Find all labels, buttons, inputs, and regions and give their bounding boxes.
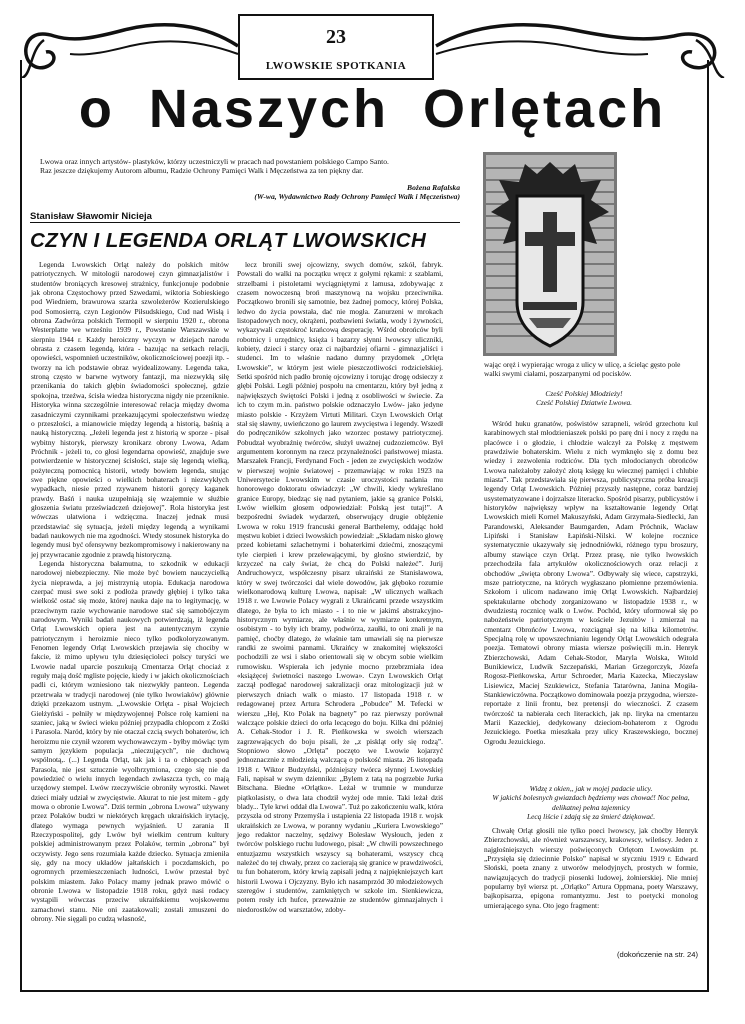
- article-paragraph: Chwałę Orląt głosili nie tylko poeci lwowscy, jak choćby Henryk Zbierzchowski, ale również warszawscy, krakowscy, wileńscy. Jeden z najgłośniejszych wierszy poświęconych Orlętom Lwowskim pt. „Przysięła się dziecinnie Polsko” napisał w styczniu 1919 r. Edward Słoński, poeta znany z utworów melodyjnych, prostych w formie, nawiązujących do tradycji piosenki ludowej, żołnierskiej. Nie mniej popularny był wiersz pt. „Orlątko” Artura Oppmana, poety Warszawy, bajkopisarza, epigona romantyzmu. Jest to poetycki monolog umierającego syna. Oto jego fragment:: [484, 826, 698, 910]
- intro-paragraph: Raz jeszcze dziękujemy Autorom albumu, Radzie Ochrony Pamięci Walk i Męczeństwa za ten piękny dar.: [40, 166, 364, 176]
- issue-number: 23: [326, 26, 346, 48]
- intro-paragraph: Lwowa oraz innych artystów- plastyków, którzy uczestniczyli w pracach nad powstaniem polskiego Campo Santo.: [40, 157, 389, 166]
- article-paragraph: Legenda Lwowskich Orląt należy do polskich mitów patriotycznych. W mitologii narodowej czyn gimnazjalistów i studentów broniących kresowej strażnicy, funkcjonuje podobnie jak obrona Częstochowy przed Szwedami, wiktoria Sobieskiego pod Wiedniem, brawurowa szarża szwoleżerów Kozierulskiego pod Somosierrą, czyn Legionów Piłsudskiego, Cud nad Wisłą i obrona Zadwórza polskich Termopil w sierpniu 1920 r., obrona Westerplatte we wrześniu 1939 r., Powstanie Warszawskie w sierpniu 1944 r. Każdy heroiczny wyczyn w dziejach narodu obrasta z czasem legendą, która - bazując na setkach relacji, opowieści, wspomnień uczestników, okolicznościowej poezji itp. - tworzy na ich podstawie obraz wyidealizowany. Legenda taka, stroną często w barwne wytwory fantazji, ma niezwykłą siłę przenikania do takich głębin świadomości społecznej, gdzie spokojna, trzeźwa, ścisła wiedza historyczna nigdy nie przeniknie. Historyka winna szczególnie interesować relacja między dwoma zasadniczymi czynnikami przekazującymi społeczeństwu wiedzę o przeszłości, a mianowicie między legendą a historią, baśnią a nauką historyczną. „Jeżeli legenda jest z historią w sporze - pisał wybitny historyk, pierwszy kronikarz obrony Lwowa, Adam Próchnik - jeżeli to, co głosi legendarna opowieść, znajduje swe potwierdzenie w historycznej ścisłości, staje się legendą wielką, pożyteczną pomocnicą historii, wtedy bowiem legenda, snując swe piękne opowieści o wielkich bohaterach i niezwykłych wypadkach, niesie przed rzywanem historii goręcy kaganek prawdy. Baśń i nauka uzupełniają się wzajemnie w służbie głoszenia światu przeświadczeń dziejowej”. Rola historyka jest wówczas ułatwiona i wdzięczna. Inaczej jednak musi przedstawiać się sytuacja, jeżeli między legendą a wynikami badań naukowych nie ma zgodności. Wtedy stosunek historyka do legendy musi być ofensywny bezkompromisowy i nakierowany na jej przywracanie zgodnie z prawdą historyczną.: [31, 260, 229, 559]
- article-title: CZYN I LEGENDA ORLĄT LWOWSKICH: [30, 229, 427, 252]
- intro-text: [30, 157, 460, 176]
- poem-quote: [484, 389, 684, 408]
- author-byline: Stanisław Sławomir Nicieja: [30, 211, 152, 222]
- emblem-caption: wając oręż i wypierając wroga z ulicy w ulicę, a ścieląc gęsto pole walki swymi ciałami, poszarpanymi od pocisków.: [484, 360, 681, 379]
- signature-name: Bożena Rafalska: [407, 183, 460, 192]
- frame-bottom-rule: [20, 990, 709, 992]
- poem-quote: [484, 784, 698, 822]
- masthead-title: LWOWSKIE SPOTKANIA: [265, 60, 407, 72]
- poem-line: Cześć Polskiej Dziatwie Lwowa.: [535, 398, 633, 408]
- article-column-1: [31, 260, 229, 923]
- article-column-3: [484, 419, 698, 746]
- article-column-3-end: [484, 826, 698, 910]
- signature-role: (W-wa, Wydawnictwo Rady Ochrony Pamięci Walk i Męczeństwa): [254, 192, 460, 202]
- poem-line: Cześć Polskiej Młodzieży!: [545, 389, 623, 398]
- article-column-2: [237, 260, 443, 914]
- article-paragraph: lecz bronili swej ojcowizny, swych domów, szkół, fabryk. Powstali do walki na początku wręcz z gołymi rękami: z szablami, strzelbami i pistoletami wyciągniętymi z lamusa, zdobywając z czasem nowoczesną broń maszynową na wojsku przeciwnika. Początkowo bronili się samotnie, bez żadnej pomocy, której Polska, ledwo do życia powstała, dać nie mogła. Zanurzeni w mrokach listopadowych nocy, okrążeni, pozbawieni światła, wody i żywności, wykazywali częstokroć krańcową desperację. Wśród obrońców byli robotnicy i urzędnicy, księża i bazarzy słynni lwowscy uliczniki, kobiety, dzieci i starcy oraz ci najbardziej ofiarni - gimnazjaliści i studenci. Im to właśnie nadano dumny przydomek „Orlęta Lwowskie”, w którym jest wiele pieszczotliwości rodzicielskiej. Setki spośród nich padło bronię ojcowizny i torując drogę odsieczy z głębi Polski. Legli później pospołu na cmentarzu, który był jedną z największych świętości Polski i jedną z osobliwości w świecie. Za ich to czym m.in. państwo polskie odznaczyło Lwów- jako jedyne miasto polskie - Krzyżem Virtuti Militari. Czyn Lwowskich Orląt stał się sławny, uwieńczono go laurem zwycięstwa i legendy. Wszedł do podręczników szkolnych jako wzorzec postawy patriotycznej. Pobudzał wyobraźnię twórców, służył uważnej cudzoziemców. Był argumentem koronnym na rzecz przynależności państwowej miasta. Marszałek Francji, Ferdynand Foch - jeden ze zwycięskich wodzów w pierwszej wojnie światowej - przemawiając w roku 1923 na Uniwersytecie Lwowskim w czasie uroczystości nadania mu honorowego doktoratu oświadczył: „W chwili, kiedy wykreślano granice Europy, biedząc się nad pytaniem, jakie są granice Polski, Lwów wielkim głosem odpowiedział: Polską jest tutaj!”. A bezpośredni świadek wydarzeń, obserwujący drugie oblężenie Lwowa w roku 1919 francuski generał Barthelemy, oddając hołd męstwu kobiet i dzieci lwowskich powiedział: „Składam nisko głowę przed kobietami szlachetnymi i bohaterkimi dziećmi, znoszącymi tyle cierpień i krew przelewającymi, by głośno stwierdzić, by krzyczeć na cały świat, że chcą do Polski należeć”. Jurij Andruchowycz, współczesny pisarz ukraiński ze Stanisławowa, który w swej twórczości dał wiele dowodów, jak głęboko rozumie wielkonarodową kulturę Lwowa, napisał: „W ulicznych walkach 1918 r. we Lwowie Polacy wygrali z Ukraińcami przede wszystkim dlatego, że była to ich miasto - i to nie w jakimś abstrakcyjno-historycznym wymiarze, ale właśnie w wymiarze konkretnym, osobistym - to były ich bramy, podwórza, zaułki, to oni znali je na pamięć, choćby dlatego, że właśnie tam umawiali się na pierwsze randki ze swoimi pannami. Ukraińcy w znakomitej większości pochodzili ze wsi i słabo orientowali się w obcym sobie wielkim rumowisku. Wspierała ich jedynie mocno przebrzmiała idea «książęcej świetności naszego Lwowa». Czyn Lwowskich Orląt zaczął podlegać narodowej sakralizacji oraz mitologizacji już w pierwszych dniach walk o miasto. 17 listopada 1918 r. w redagowanej przez Artura Schrodera „Pobudce” M. Tefecki w wierszu „Hej, Kto Polak na bagnety” po raz pierwszy porównał walczące polskie dzieci do orła lecącego do boju. Kilka dni później A. Cehak-Stodor i J. R. Pieńkowska w swoich wierszach zagrzewających do boju pisali, że „z piskląt orły się rodzą”. Stopniowo słowo „Orlęta” poczęto we Lwowie kojarzyć jednoznacznie z młodzieżą walczącą o polskość miasta. 26 listopada 1918 r. Wiktor Budzyński, późniejszy twórca słynnej Lwowskiej Fali, napisał w swym dzienniku: „Bylem z tatą na pogrzebie Jurka Bitschana. Biedne «Orlątko». Leżał w trumnie w mundurze piątkolasisty, o dwa lata chodził wyżej ode mnie. Taki leżał dziś blady... Tyle krwi oddał dla Lwowa”. Tuż po zakończeniu walk, która przyszła od strony Przemyśla i ustąpienia 22 listopada 1918 r. wojsk ukraińskich ze Lwowa, w poranny wydaniu „Kuriera Lwowskiego” jego redaktor naczelny, sędziwy Bolesław Wysłouch, jeden z twórców polskiego ruchu ludowego, pisał: „W chwili powszechnego entuzjazmu wszystkich wszyscy są bohaterami, wszyscy chcą należeć do tej chwały, przez co zacierają się granice w prawdziwości, tu fun bohaterom, który krwią zapisali jedną z najpiękniejszych kart historii Lwowa i Ojczyzny. Było ich nasamprzód 30 młodzieżowych szeregów i studentów, zamkniętych w szkole im. Sienkiewicza, potem rosły ich hufce, przeważnie ze studentów gimnazjalnych i niedorostków od warsztatów, zdoby-: [237, 260, 443, 914]
- continuation-note: (dokończenie na str. 24): [616, 950, 698, 959]
- byline-divider: [30, 222, 460, 223]
- frame-right-rule: [707, 60, 709, 990]
- right-ornament: [434, 16, 731, 78]
- article-paragraph: Legenda historyczna bałamutna, to szkodnik w edukacji narodowej niebezpieczny. Nie może być bowiem nauczycielką życia nieprawda, a jej mistrzynią utopia. Edukacja narodowa czerpać musi swe soki z podłoża prawdy głębiej i tylko taka wielkość ostać się może, której nauka daje na to legitymację, w przeciwnym razie wychowanie narodowe stać się samobójczym narodowym. Wyniki badań naukowych potwierdzają, iż legenda Orląt Lwowskich opiera jest na autentycznym czynie patriotycznym i heroizmie nieco tylko podkoloryzowanym. Fenomen legendy Orląt Lwowskich przejawia się chociby w fakcie, iż mimo upływu tylu dziesięcioleci polscy turyści we Lwowie nadal uparcie poszukują Cmentarza Orląt chociaż z reguły mają dość mgliste pojęcie, kiedy i w jakich okolicznościach padli ci, którym wzniesiono tak niezwykły panteon. Legenda przetrwała w tradycji narodowej (nie tylko lwowiaków) głównie dzięki przekazom ustnym. „Lwowskie Orlęta - pisał Wojciech Giełżyński - pełniły w międzywojennej Polsce rolę kamieni na szaniec, jaką w świeci wieku później przypadła chłopcom z Zośki i Parasola. Naród, który by nie otaczał czcią swych bohaterów, ich heroizmu nie czynił wzorem wychowawczym - byłby mówiąc tym samym językiem populacja „nieczujących”, nie duchową wspólnotą,. (...) Legenda Orląt, tak jak i ta o chłopcach spod Parasola, nie jest sztucznie wyolbrzymiona, czego się nie da powiedzieć o wielu innych legendach zwłaszcza tych, co mają urzędowy stempel. Lwów rzeczywiście obroniły wyrostki. Nawet dzieci miały udział w zwycięstwie. Akurat to nie jest mitem - gdy mowa o obronie Lwowa”. Dziś termin „obrona Lwowa” używany przez Polaków budzi w niektórych kręgach ukraińskich irytację, dlatego wymaga pewnych wyjaśnień. U zarania II Rzeczypospolitej, gdy Lwów był wielkim centrum kultury polskiej administrowanym przez Polaków, termin „obrona” był oczywisty. Jego sens rozumiała każde dziecko. Sytuacja zmieniła się, gdy na mocy układów jałtańskich i poczdamskich, po ogromnych przemieszczeniach ludności, Lwów przestał być polskim miastem. Jako Polacy mamy jednak prawo mówić o obronie Lwowa w listopadzie 1918 roku, gdyż nasi rodacy wystąpili wówczas przeciw ukraińskiemu wojskowemu zamachowi stanu. Nie oni zaatakowali; zostali zmuszeni do obrony. Nie sięgali po cudzą własność,: [31, 559, 229, 924]
- poem-line: W jakichś bolesnych gwiazdach będziemy was chować! Noc pełna, delikatnej pełna tajemnicy: [492, 793, 690, 812]
- article-paragraph: Wśród huku granatów, poświstów szrapneli, wśród grzechotu kul karabinowych stał młodzieniaszek polski po parę dni i nocy z rzędu na placówce i o głodzie, i chłodzie walczył za Polskę z męstwem prawdziwie bohaterskim. Wielu z nich wymknęło się z domu bez wiedzy i zezwolenia rodziców. Dla tych młodocianych obrońców Lwowa należałoby założyć złotą księgę ku wiecznej pamięci i chlubie miasta”. Tak przedstawiała się pierwsza, publicystyczna próba kreacji legendy Orląt Lwowskich. Później przyszły następne, coraz bardziej usystematyzowane i dojrzalsze literacko. Spośród pisarzy, publicystów i historyków największy wpływ na kształtowanie legendy Orląt Lwowskich mieli Kornel Makuszyński, Adam Grzymała-Siedlecki, Jan Parandowski, Aleksander Baumgarden, Adam Próchnik, Wacław Lipiński i Stanisław Łapiński-Nilski. W kolejne rocznice systematycznie ukazywały się jednodniówki, różnego typu broszury, albumy stawiące czyn Orląt. Przez prasę, nie tylko lwowskich przechodziła fala artykułów okolicznościowych oraz relacji z obchodów „święta obrony Lwowa”. Odbywały się wiece, capstrzyki, msze patriotyczne, na których wygłaszano płomienne przemówienia. Szkołom i ulicom nadawano imię Orląt Lwowskich. Najbardziej spektakularne obchody zorganizowano w listopadzie 1938 r., w dwudziestą rocznicę walk o Lwów. Pochód, który uformował się po nabożeństwie patriotycznym w kościele Jezuitów i zmierzał na cmentarz Obrońców Lwowa, rozciągnął się na kilka kilometrów. Specjalną rolę w upowszechnianiu legendy Orląt Lwowskich odegrała poezja. Tematowi obrony miasta wiersze poświęcili m.in. Henryk Zbierzchowski, Adam Cehak-Stodor, Maryla Wolska, Witold Bunikiewicz, Ludwik Szczepański, Marian Grzegorczyk, Józefa Rogosz-Pieńkowska, Artur Schroeder, Maria Kazecka, Mieczysław Lisiewicz, Maciej Szukiewicz, Stefania Tatarówna, Janina Mogiła-Stankiewiczówna. Początkowo dominowała poezja przygodna, wiersze-reportaże z linii frontu, bez pretensji do wieczności. Z czasem twórczość ta nabierała cech literackich, jak np. liryka na cmentarzu Marii Kazeckiej, dedykowany dzieciom-bohaterom z Ogrodu Jezuickiego. Poetka mieszkała przy ulicy Kraszewskiego, bocznej Ogrodu Jezuickiego.: [484, 419, 698, 746]
- page-title: o Naszych Orlętach: [78, 79, 667, 139]
- poem-line: Lecą liście i zdają się za śmierć dziękować.: [526, 812, 656, 822]
- signature: [200, 183, 460, 202]
- eagle-cross-emblem: [483, 152, 617, 356]
- frame-left-rule: [20, 60, 22, 990]
- poem-line: Widzę z okien,, jak w mojej padacie ulicy.: [529, 784, 653, 793]
- left-ornament: [14, 16, 240, 78]
- masthead-cartouche: [238, 14, 434, 80]
